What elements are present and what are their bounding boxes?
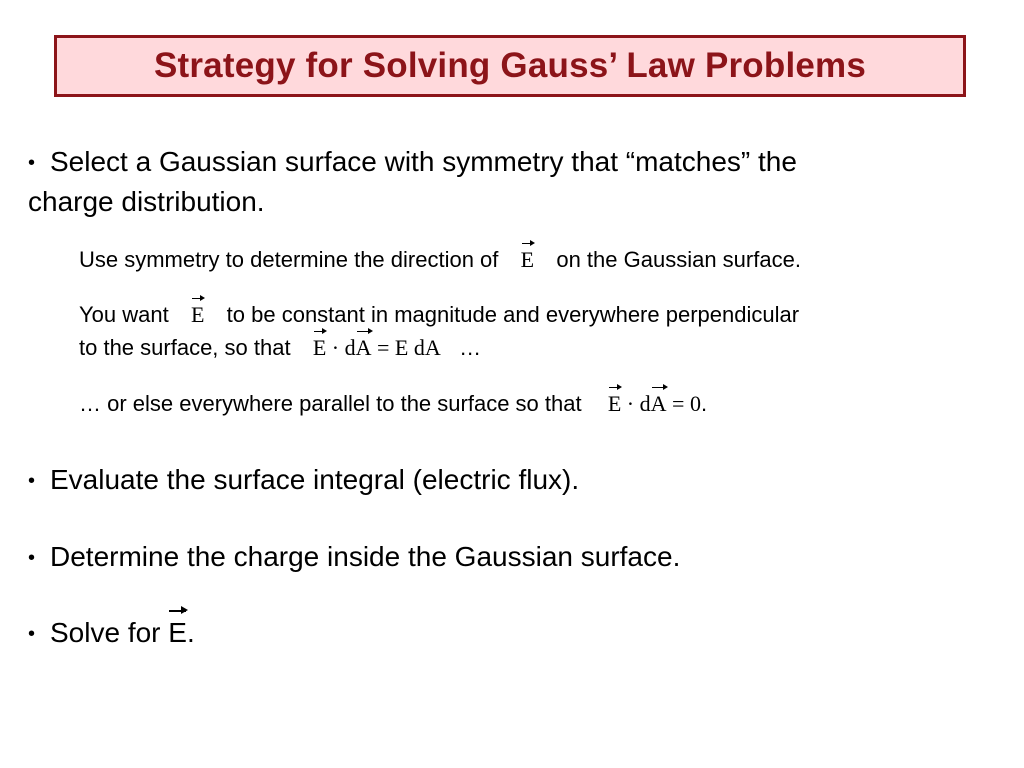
subitem-text: Use symmetry to determine the direction of [79, 247, 499, 272]
bullet-text: Solve for [50, 617, 169, 648]
differential-d: d [344, 335, 356, 360]
subitem-text: to the surface, so that [79, 335, 291, 360]
vector-e: E [313, 333, 326, 363]
subitem-text: to be constant in magnitude and everywhere perpendicular [226, 302, 800, 327]
bullet-icon: • [28, 152, 36, 174]
subitem-text: You want [79, 302, 169, 327]
bullet-text: charge distribution. [28, 186, 265, 217]
subitem-text: . [700, 391, 708, 416]
bullet-text: Evaluate the surface integral (electric flux). [50, 464, 580, 495]
subitem-text: … [459, 335, 482, 360]
equation-perpendicular [313, 335, 445, 360]
bullet-select-surface-continued [28, 182, 265, 222]
vector-e: E [608, 389, 621, 419]
vector-a: A [356, 333, 372, 363]
bullet-solve-for-e [28, 613, 195, 654]
dot-operator: · [331, 335, 340, 360]
vector-e: E [191, 300, 204, 330]
subitem-text: … or else everywhere parallel to the surface so that [79, 391, 582, 416]
bullet-text: Determine the charge inside the Gaussian surface. [50, 541, 681, 572]
dot-operator: · [626, 391, 635, 416]
bullet-select-surface [28, 142, 797, 183]
subitem-perpendicular [79, 300, 799, 330]
bullet-icon: • [28, 547, 36, 569]
subitem-parallel [79, 389, 707, 419]
equals-sign: = [377, 335, 390, 360]
vector-a: A [651, 389, 667, 419]
bullet-icon: • [28, 470, 36, 492]
subitem-text: on the Gaussian surface. [556, 247, 801, 272]
subitem-perpendicular-continued [79, 333, 481, 363]
bullet-evaluate-integral [28, 460, 579, 501]
title-box [54, 35, 966, 97]
bullet-icon: • [28, 623, 36, 645]
bullet-text: Select a Gaussian surface with symmetry that “matches” the [50, 146, 797, 177]
vector-e: E [521, 245, 534, 275]
equation-rhs: E dA [394, 335, 440, 360]
bullet-text: . [186, 617, 195, 648]
equals-sign: = [672, 391, 685, 416]
differential-d: d [639, 391, 651, 416]
slide-title: Strategy for Solving Gauss’ Law Problems [153, 46, 867, 85]
equation-parallel [608, 391, 701, 416]
subitem-direction [79, 245, 801, 275]
vector-e: E [168, 613, 187, 653]
bullet-determine-charge [28, 537, 680, 578]
equation-zero: 0 [689, 391, 701, 416]
